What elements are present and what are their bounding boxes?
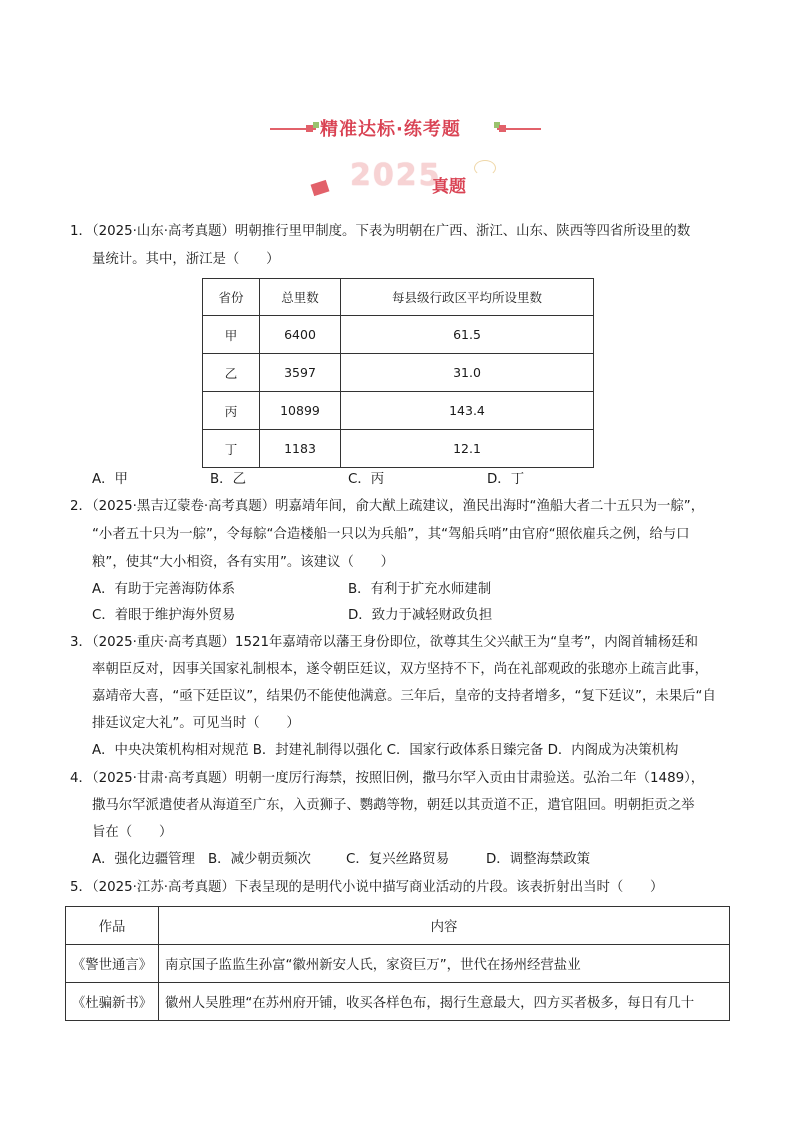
q2-stem-line1: 2．（2025·黑吉辽蒙卷·高考真题）明嘉靖年间，俞大猷上疏建议，渔民出海时“渔船大者二十五只为一䑸”，	[70, 499, 705, 514]
table-row	[203, 354, 594, 392]
table-cell: 143.4	[341, 392, 594, 430]
q2-option-c[interactable]: C．着眼于维护海外贸易	[92, 608, 236, 623]
table-cell: 甲	[203, 316, 260, 354]
q4-option-b[interactable]: B．减少朝贡频次	[208, 852, 311, 867]
table-header-cell: 内容	[159, 907, 730, 945]
table-row	[203, 316, 594, 354]
section-title: 精准达标·练考题	[320, 119, 461, 140]
table-cell: 6400	[260, 316, 341, 354]
table-row	[66, 983, 730, 1021]
table-header-cell: 总里数	[260, 279, 341, 316]
table-cell: 1183	[260, 430, 341, 468]
table-header-cell: 每县级行政区平均所设里数	[341, 279, 594, 316]
table-cell: 徽州人吴胜理“在苏州府开铺，收买各样色布，揭行生意最大，四方买者极多，每日有几十	[159, 983, 730, 1021]
q3-stem-line3: 嘉靖帝大喜，“亟下廷臣议”，结果仍不能使他满意。三年后，皇帝的支持者增多，“复下廷议”，未果后“自	[92, 689, 716, 704]
banner-right-rule	[497, 128, 541, 130]
q3-stem-line4: 排廷议定大礼”。可见当时（ ）	[92, 716, 300, 731]
table-cell: 丙	[203, 392, 260, 430]
q2-option-b[interactable]: B．有利于扩充水师建制	[348, 582, 492, 597]
q1-option-d[interactable]: D．丁	[487, 472, 525, 487]
q5-table	[65, 906, 730, 1021]
q1-stem-line1: 1．（2025·山东·高考真题）明朝推行里甲制度。下表为明朝在广西、浙江、山东、陕西等四省所设里的数	[70, 224, 691, 239]
q1-option-c[interactable]: C．丙	[348, 472, 385, 487]
q1-option-b[interactable]: B．乙	[210, 472, 246, 487]
table-row	[66, 945, 730, 983]
table-header-row	[203, 279, 594, 316]
q1-table	[202, 278, 594, 468]
table-row	[203, 392, 594, 430]
table-cell: 31.0	[341, 354, 594, 392]
q2-option-d[interactable]: D．致力于减轻财政负担	[348, 608, 493, 623]
table-cell: 南京国子监监生孙富“徽州新安人氏，家资巨万”，世代在扬州经营盐业	[159, 945, 730, 983]
table-cell: 乙	[203, 354, 260, 392]
table-cell: 《警世通言》	[66, 945, 159, 983]
banner-left-leaf	[313, 122, 319, 128]
table-header-cell: 省份	[203, 279, 260, 316]
table-cell: 12.1	[341, 430, 594, 468]
table-cell: 10899	[260, 392, 341, 430]
q2-stem-line3: 粮”，使其“大小相资，各有实用”。该建议（ ）	[92, 555, 395, 570]
q5-stem: 5．（2025·江苏·高考真题）下表呈现的是明代小说中描写商业活动的片段。该表折射出当时（ ）	[70, 880, 664, 895]
table-cell: 《杜骗新书》	[66, 983, 159, 1021]
q1-option-a[interactable]: A．甲	[92, 472, 128, 487]
table-header-row	[66, 907, 730, 945]
table-cell: 3597	[260, 354, 341, 392]
q4-stem-line1: 4．（2025·甘肃·高考真题）明朝一度厉行海禁，按照旧例，撒马尔罕入贡由甘肃验送。弘治二年（1489），	[70, 771, 705, 786]
q3-options[interactable]: A．中央决策机构相对规范 B．封建礼制得以强化 C．国家行政体系日臻完备 D．内阁成为决策机构	[92, 743, 679, 758]
banner-left-square	[306, 125, 313, 132]
q4-option-a[interactable]: A．强化边疆管理	[92, 852, 195, 867]
year-number: 2025	[350, 158, 442, 193]
q2-stem-line2: “小者五十只为一䑸”，令每䑸“合造楼船一只以为兵船”，其“驾船兵哨”由官府“照依雇兵之例，给与口	[92, 527, 690, 542]
q1-stem-line2: 量统计。其中，浙江是（ ）	[92, 252, 280, 267]
year-badge	[312, 160, 502, 204]
table-header-cell: 作品	[66, 907, 159, 945]
flag-icon	[311, 180, 330, 196]
q2-option-a[interactable]: A．有助于完善海防体系	[92, 582, 236, 597]
q3-stem-line2: 率朝臣反对，因事关国家礼制根本，遂令朝臣廷议，双方坚持不下，尚在礼部观政的张璁亦上疏言此事，	[92, 662, 708, 677]
table-row	[203, 430, 594, 468]
table-cell: 丁	[203, 430, 260, 468]
q4-stem-line2: 撒马尔罕派遣使者从海道至广东，入贡狮子、鹦鹉等物，朝廷以其贡道不正，遣官阻回。明朝拒贡之举	[92, 798, 695, 813]
table-cell: 61.5	[341, 316, 594, 354]
q4-option-d[interactable]: D．调整海禁政策	[486, 852, 591, 867]
swirl-decoration	[474, 160, 496, 176]
q4-stem-line3: 旨在（ ）	[92, 825, 173, 840]
year-word: 真题	[432, 177, 466, 197]
section-banner	[0, 112, 794, 146]
q3-stem-line1: 3．（2025·重庆·高考真题）1521年嘉靖帝以藩王身份即位，欲尊其生父兴献王为“皇考”，内阁首辅杨廷和	[70, 635, 698, 650]
q4-option-c[interactable]: C．复兴丝路贸易	[346, 852, 450, 867]
